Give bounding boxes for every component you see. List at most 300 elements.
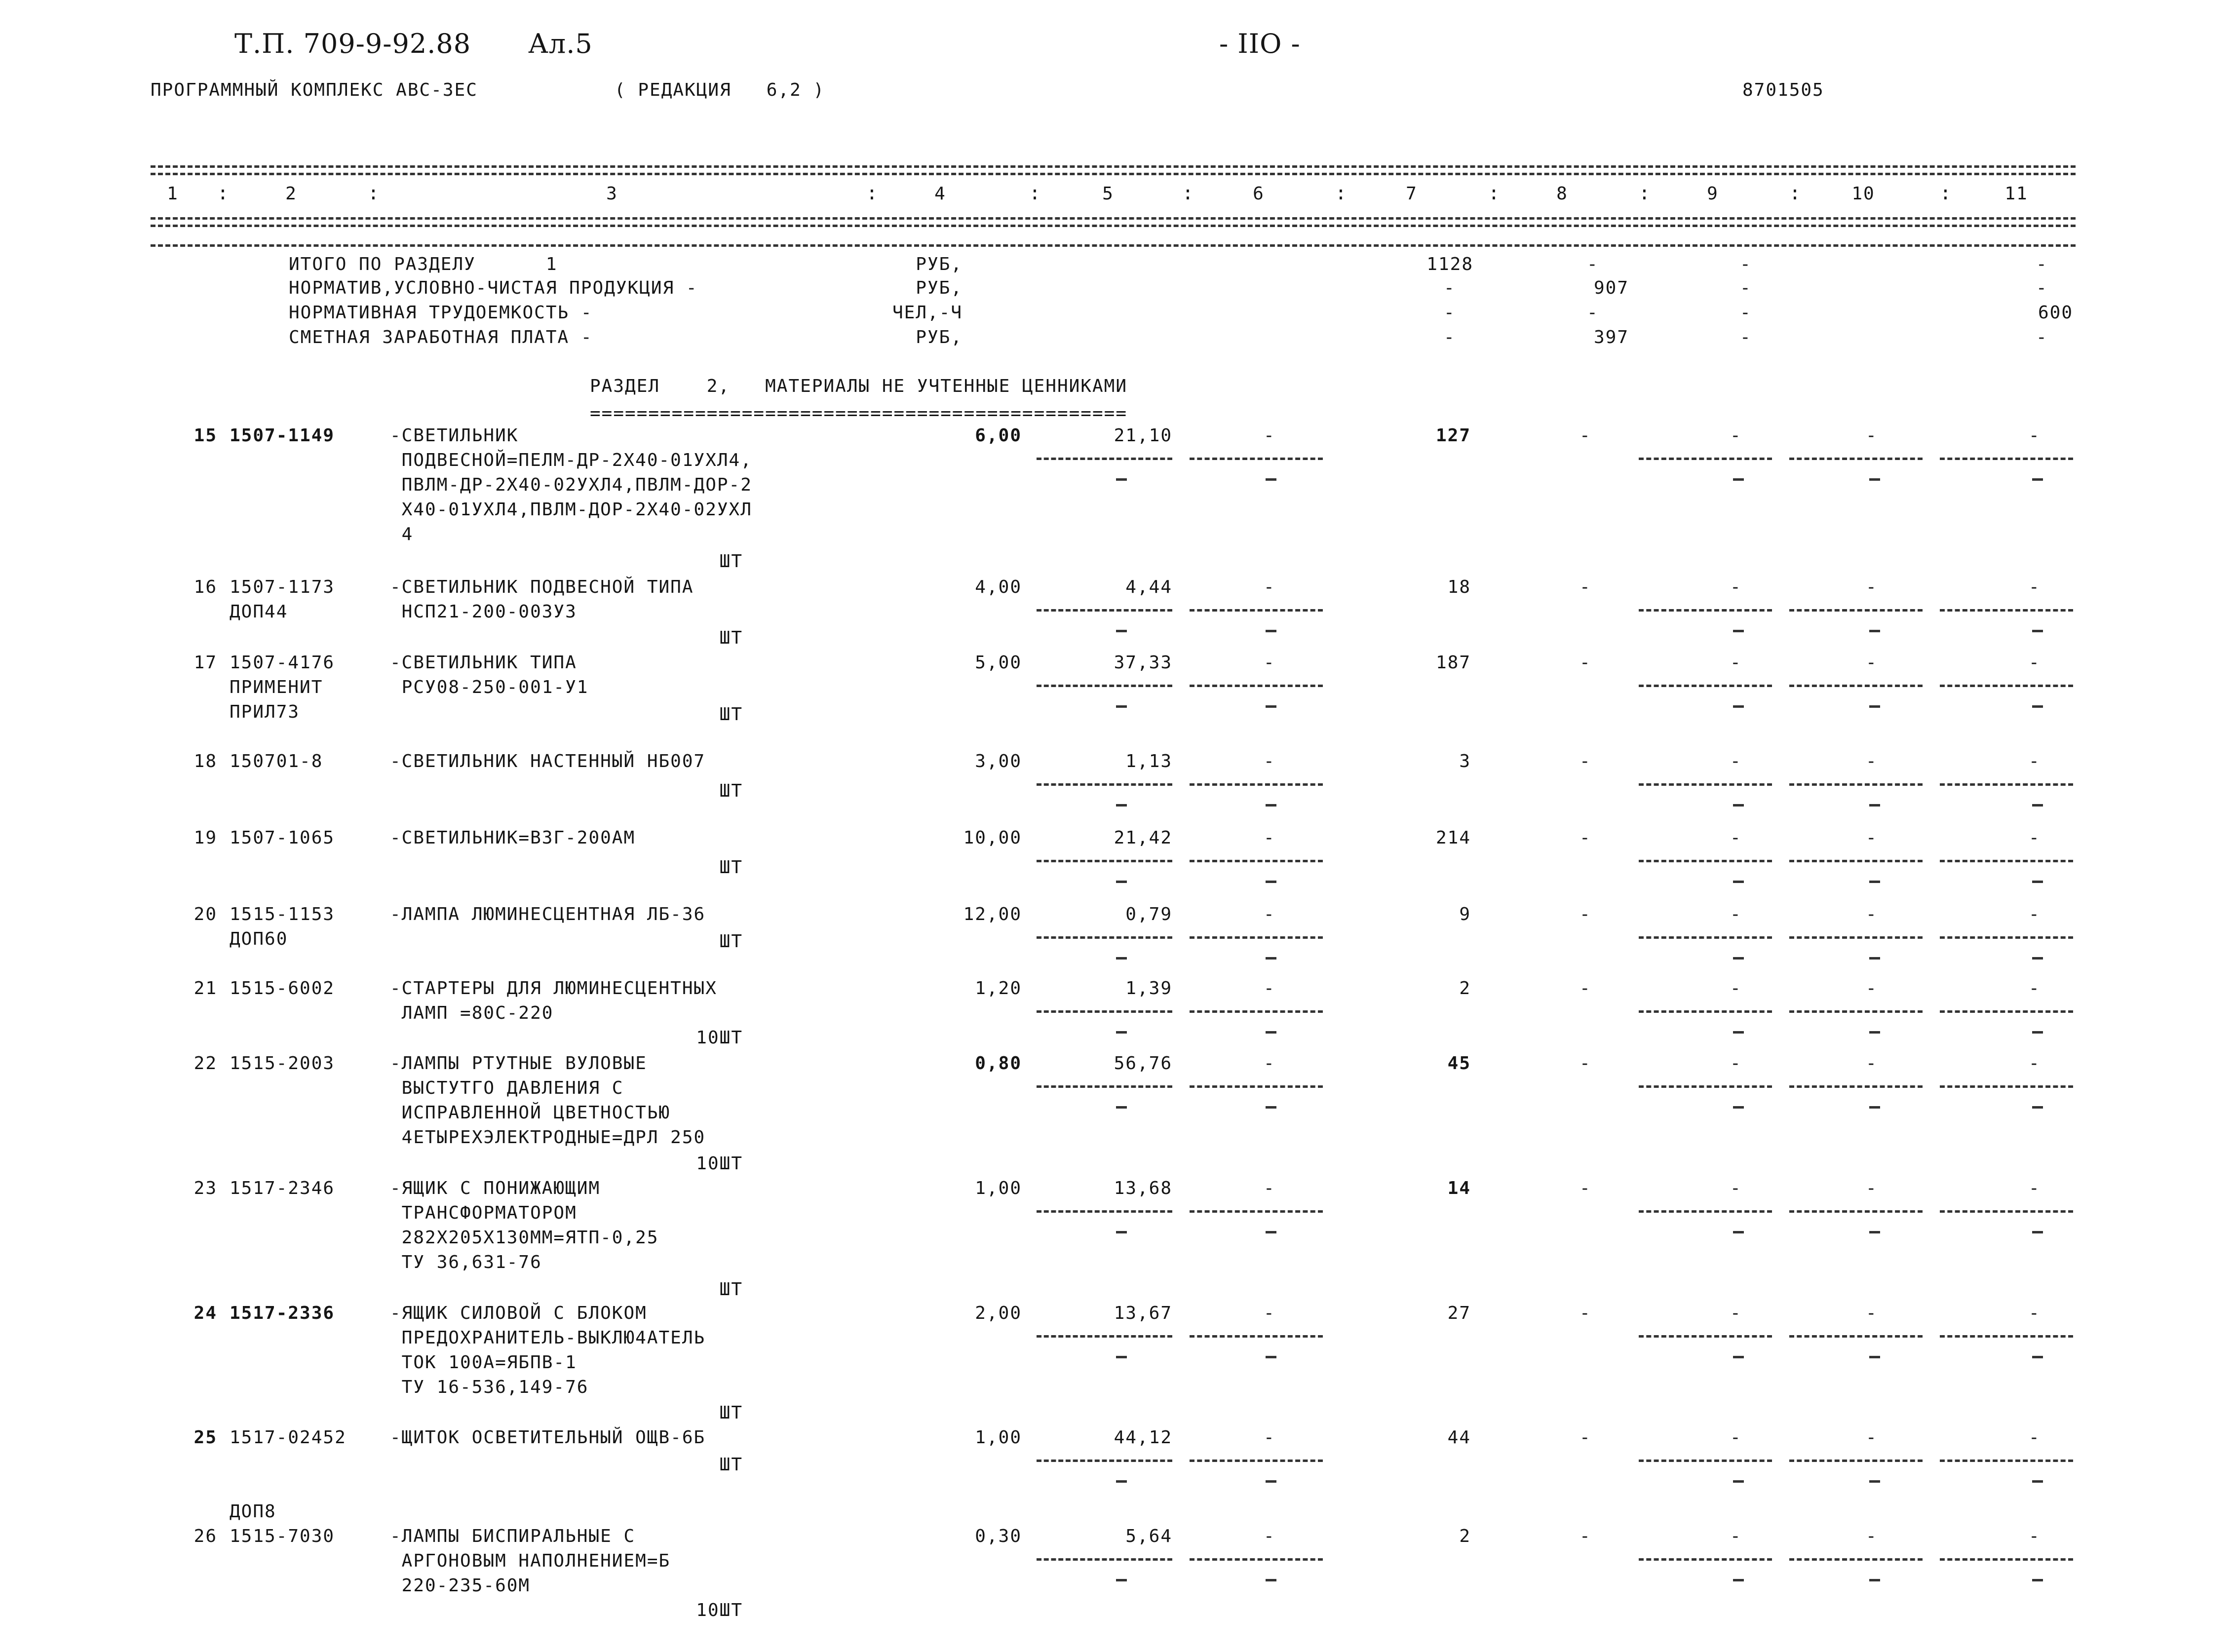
item-sub-dash-9 bbox=[1733, 1031, 1744, 1034]
item-sub-dash-9 bbox=[1733, 478, 1744, 481]
item-underline-10 bbox=[1789, 458, 1923, 460]
item-underline-11 bbox=[1940, 1335, 2073, 1338]
item-unit: ШТ bbox=[719, 628, 743, 648]
item-col11: - bbox=[2029, 1053, 2041, 1074]
item-sub-dash-11 bbox=[2032, 1579, 2043, 1581]
item-underline-11 bbox=[1940, 1010, 2073, 1013]
item-total: 2 bbox=[1459, 978, 1471, 999]
item-col8: - bbox=[1579, 425, 1591, 446]
item-description: -ЛАМПЫ РТУТНЫЕ ВУЛОВЫЕ bbox=[390, 1053, 647, 1074]
item-number: 20 bbox=[193, 904, 217, 924]
item-number: 18 bbox=[193, 751, 217, 771]
item-underline-6 bbox=[1190, 1460, 1323, 1462]
section-underline: ============================================== bbox=[590, 403, 1127, 423]
item-col8: - bbox=[1579, 904, 1591, 924]
item-description: ТОК 100А=ЯБПВ-1 bbox=[390, 1352, 577, 1373]
item-sub-dash-5 bbox=[1116, 1031, 1127, 1034]
item-underline-9 bbox=[1639, 1335, 1772, 1338]
item-unit-price: 44,12 bbox=[1114, 1427, 1172, 1448]
totals-col8: - bbox=[1587, 303, 1599, 323]
item-code: 1507-1173 bbox=[230, 577, 335, 597]
item-description: -СВЕТИЛЬНИК ТИПА bbox=[390, 653, 577, 673]
item-col10: - bbox=[1866, 1053, 1878, 1074]
item-col8: - bbox=[1579, 653, 1591, 673]
item-sub-dash-10 bbox=[1869, 705, 1880, 708]
item-col10: - bbox=[1866, 828, 1878, 848]
item-description: -СТАРТЕРЫ ДЛЯ ЛЮМИНЕСЦЕНТНЫХ bbox=[390, 978, 717, 999]
item-description: Х40-01УХЛ4,ПВЛМ-ДОР-2Х40-02УХЛ bbox=[390, 499, 752, 520]
item-underline-11 bbox=[1940, 860, 2073, 862]
item-description: ПОДВЕСНОЙ=ПЕЛМ-ДР-2Х40-01УХЛ4, bbox=[390, 450, 752, 470]
item-description: -ЛАМПА ЛЮМИНЕСЦЕНТНАЯ ЛБ-36 bbox=[390, 904, 706, 924]
item-sub-dash-5 bbox=[1116, 881, 1127, 883]
column-header-2: 2 bbox=[285, 184, 297, 204]
item-col8: - bbox=[1579, 1303, 1591, 1323]
item-underline-6 bbox=[1190, 609, 1323, 612]
item-underline-6 bbox=[1190, 1010, 1323, 1013]
item-note: ПРИЛ73 bbox=[230, 702, 300, 722]
item-description: ТУ 16-536,149-76 bbox=[390, 1377, 589, 1397]
item-description: АРГОНОВЫМ НАПОЛНЕНИЕМ=Б bbox=[390, 1551, 671, 1571]
item-total: 187 bbox=[1435, 653, 1471, 673]
item-total: 45 bbox=[1447, 1053, 1471, 1074]
totals-col9: - bbox=[1740, 327, 1752, 347]
section-title: РАЗДЕЛ 2, МАТЕРИАЛЫ НЕ УЧТЕННЫЕ ЦЕННИКАМИ bbox=[590, 376, 1127, 396]
item-description: -ЛАМПЫ БИСПИРАЛЬНЫЕ С bbox=[390, 1526, 636, 1546]
item-underline-6 bbox=[1190, 1335, 1323, 1338]
item-underline-11 bbox=[1940, 783, 2073, 786]
item-col6: - bbox=[1264, 904, 1275, 924]
item-total: 214 bbox=[1435, 828, 1471, 848]
item-sub-dash-11 bbox=[2032, 478, 2043, 481]
item-col10: - bbox=[1866, 425, 1878, 446]
item-quantity: 10,00 bbox=[963, 828, 1022, 848]
item-sub-dash-9 bbox=[1733, 804, 1744, 807]
totals-unit: РУБ, bbox=[916, 327, 963, 347]
item-unit: ШТ bbox=[719, 1455, 743, 1475]
item-unit-price: 13,67 bbox=[1114, 1303, 1172, 1323]
item-underline-5 bbox=[1037, 685, 1172, 687]
item-sub-dash-9 bbox=[1733, 1231, 1744, 1233]
item-unit: ШТ bbox=[719, 857, 743, 878]
item-sub-dash-9 bbox=[1733, 1579, 1744, 1581]
item-unit-price: 56,76 bbox=[1114, 1053, 1172, 1074]
item-description: -СВЕТИЛЬНИК НАСТЕННЫЙ НБ007 bbox=[390, 751, 706, 771]
totals-label: НОРМАТИВНАЯ ТРУДОЕМКОСТЬ - bbox=[289, 303, 593, 323]
column-header-7: 7 bbox=[1406, 184, 1418, 204]
item-sub-dash-10 bbox=[1869, 1031, 1880, 1034]
header-rule-bottom-2 bbox=[151, 225, 2076, 227]
item-sub-dash-5 bbox=[1116, 1579, 1127, 1581]
totals-col7: - bbox=[1444, 303, 1456, 323]
item-sub-dash-10 bbox=[1869, 957, 1880, 960]
totals-label: ИТОГО ПО РАЗДЕЛУ 1 bbox=[289, 254, 558, 274]
item-note: ПРИМЕНИТ bbox=[230, 677, 323, 697]
totals-col9: - bbox=[1740, 254, 1752, 274]
header-rule-top-1 bbox=[151, 165, 2076, 168]
item-description: 4ЕТЫРЕХЭЛЕКТРОДНЫЕ=ДРЛ 250 bbox=[390, 1127, 706, 1148]
item-underline-9 bbox=[1639, 609, 1772, 612]
column-separator: : bbox=[217, 182, 230, 204]
item-sub-dash-9 bbox=[1733, 1106, 1744, 1109]
item-col6: - bbox=[1264, 1303, 1275, 1323]
header-rule-bottom-1 bbox=[151, 217, 2076, 220]
item-description: ТРАНСФОРМАТОРОМ bbox=[390, 1203, 577, 1223]
item-number: 15 bbox=[193, 425, 217, 446]
item-underline-11 bbox=[1940, 1085, 2073, 1088]
item-sub-dash-5 bbox=[1116, 630, 1127, 632]
item-col10: - bbox=[1866, 653, 1878, 673]
item-description: ТУ 36,631-76 bbox=[390, 1252, 542, 1272]
item-sub-dash-11 bbox=[2032, 1106, 2043, 1109]
item-col11: - bbox=[2029, 904, 2041, 924]
item-col11: - bbox=[2029, 425, 2041, 446]
item-col8: - bbox=[1579, 1427, 1591, 1448]
item-col10: - bbox=[1866, 1526, 1878, 1546]
item-unit: 10ШТ bbox=[696, 1028, 743, 1048]
item-col10: - bbox=[1866, 904, 1878, 924]
item-sub-dash-9 bbox=[1733, 1356, 1744, 1358]
totals-col11: 600 bbox=[2038, 303, 2073, 323]
item-unit-price: 1,13 bbox=[1125, 751, 1172, 771]
item-underline-6 bbox=[1190, 458, 1323, 460]
item-number: 22 bbox=[193, 1053, 217, 1074]
item-unit: ШТ bbox=[719, 704, 743, 725]
item-col11: - bbox=[2029, 1178, 2041, 1198]
item-quantity: 2,00 bbox=[975, 1303, 1022, 1323]
item-quantity: 12,00 bbox=[963, 904, 1022, 924]
item-underline-6 bbox=[1190, 685, 1323, 687]
item-quantity: 3,00 bbox=[975, 751, 1022, 771]
item-description: -СВЕТИЛЬНИК bbox=[390, 425, 519, 446]
item-underline-5 bbox=[1037, 783, 1172, 786]
item-underline-10 bbox=[1789, 685, 1923, 687]
item-description: ПВЛМ-ДР-2Х40-02УХЛ4,ПВЛМ-ДОР-2 bbox=[390, 475, 752, 495]
item-quantity: 4,00 bbox=[975, 577, 1022, 597]
item-description: -ЩИТОК ОСВЕТИТЕЛЬНЫЙ ОЩВ-6Б bbox=[390, 1427, 706, 1448]
item-code: 1515-7030 bbox=[230, 1526, 335, 1546]
item-underline-11 bbox=[1940, 458, 2073, 460]
item-sub-dash-11 bbox=[2032, 881, 2043, 883]
item-quantity: 0,80 bbox=[975, 1053, 1022, 1074]
item-sub-dash-6 bbox=[1266, 1231, 1276, 1233]
item-code: 1517-2346 bbox=[230, 1178, 335, 1198]
item-sub-dash-6 bbox=[1266, 1356, 1276, 1358]
item-number: 16 bbox=[193, 577, 217, 597]
item-sub-dash-11 bbox=[2032, 705, 2043, 708]
totals-col9: - bbox=[1740, 303, 1752, 323]
item-total: 3 bbox=[1459, 751, 1471, 771]
item-col10: - bbox=[1866, 1427, 1878, 1448]
program-edition: ( РЕДАКЦИЯ 6,2 ) bbox=[615, 80, 825, 100]
item-total: 2 bbox=[1459, 1526, 1471, 1546]
item-col8: - bbox=[1579, 1526, 1591, 1546]
item-description: -СВЕТИЛЬНИК ПОДВЕСНОЙ ТИПА bbox=[390, 577, 694, 597]
program-name: ПРОГРАММНЫЙ КОМПЛЕКС АВС-3ЕС bbox=[151, 80, 478, 100]
item-underline-11 bbox=[1940, 1558, 2073, 1561]
item-note: ДОП8 bbox=[230, 1501, 276, 1522]
item-code: 1517-02452 bbox=[230, 1427, 347, 1448]
item-sub-dash-6 bbox=[1266, 881, 1276, 883]
item-quantity: 1,00 bbox=[975, 1178, 1022, 1198]
item-note: ДОП60 bbox=[230, 929, 288, 949]
item-col6: - bbox=[1264, 828, 1275, 848]
item-code: 1515-1153 bbox=[230, 904, 335, 924]
column-separator: : bbox=[368, 182, 380, 204]
item-sub-dash-5 bbox=[1116, 478, 1127, 481]
item-col6: - bbox=[1264, 1427, 1275, 1448]
item-sub-dash-9 bbox=[1733, 957, 1744, 960]
item-sub-dash-6 bbox=[1266, 1106, 1276, 1109]
column-header-3: 3 bbox=[606, 184, 618, 204]
item-unit: ШТ bbox=[719, 551, 743, 572]
item-col6: - bbox=[1264, 425, 1275, 446]
item-sub-dash-5 bbox=[1116, 1356, 1127, 1358]
item-col8: - bbox=[1579, 751, 1591, 771]
item-underline-11 bbox=[1940, 936, 2073, 939]
item-code: 1507-1065 bbox=[230, 828, 335, 848]
item-sub-dash-11 bbox=[2032, 630, 2043, 632]
item-col9: - bbox=[1730, 904, 1742, 924]
item-sub-dash-6 bbox=[1266, 478, 1276, 481]
item-sub-dash-10 bbox=[1869, 1579, 1880, 1581]
item-underline-5 bbox=[1037, 458, 1172, 460]
item-description: ЛАМП =80С-220 bbox=[390, 1003, 554, 1023]
item-description: -ЯЩИК С ПОНИЖАЮЩИМ bbox=[390, 1178, 601, 1198]
item-col6: - bbox=[1264, 978, 1275, 999]
item-sub-dash-11 bbox=[2032, 1031, 2043, 1034]
item-sub-dash-10 bbox=[1869, 1356, 1880, 1358]
item-total: 9 bbox=[1459, 904, 1471, 924]
item-underline-5 bbox=[1037, 1010, 1172, 1013]
item-underline-10 bbox=[1789, 860, 1923, 862]
sheet-number: Ал.5 bbox=[528, 28, 593, 59]
totals-unit: ЧЕЛ,-Ч bbox=[892, 303, 963, 323]
item-unit: ШТ bbox=[719, 1279, 743, 1300]
item-number: 19 bbox=[193, 828, 217, 848]
item-note: ДОП44 bbox=[230, 602, 288, 622]
item-underline-10 bbox=[1789, 1335, 1923, 1338]
column-separator: : bbox=[1335, 182, 1348, 204]
item-sub-dash-9 bbox=[1733, 881, 1744, 883]
item-underline-9 bbox=[1639, 458, 1772, 460]
column-separator: : bbox=[866, 182, 879, 204]
item-col8: - bbox=[1579, 828, 1591, 848]
item-underline-9 bbox=[1639, 1460, 1772, 1462]
item-unit: ШТ bbox=[719, 1403, 743, 1423]
item-col6: - bbox=[1264, 653, 1275, 673]
item-sub-dash-11 bbox=[2032, 1356, 2043, 1358]
totals-col8: 907 bbox=[1593, 278, 1629, 298]
item-underline-9 bbox=[1639, 1010, 1772, 1013]
item-number: 17 bbox=[193, 653, 217, 673]
item-sub-dash-10 bbox=[1869, 1480, 1880, 1483]
item-underline-11 bbox=[1940, 1460, 2073, 1462]
item-col10: - bbox=[1866, 577, 1878, 597]
column-separator: : bbox=[1789, 182, 1802, 204]
item-unit-price: 1,39 bbox=[1125, 978, 1172, 999]
header-rule-top-2 bbox=[151, 173, 2076, 175]
item-unit: 10ШТ bbox=[696, 1153, 743, 1174]
item-col8: - bbox=[1579, 577, 1591, 597]
item-total: 127 bbox=[1435, 425, 1471, 446]
column-header-10: 10 bbox=[1851, 184, 1875, 204]
item-sub-dash-10 bbox=[1869, 1106, 1880, 1109]
item-underline-9 bbox=[1639, 860, 1772, 862]
totals-col8: - bbox=[1587, 254, 1599, 274]
item-underline-6 bbox=[1190, 1085, 1323, 1088]
item-col9: - bbox=[1730, 828, 1742, 848]
item-total: 14 bbox=[1447, 1178, 1471, 1198]
column-separator: : bbox=[1488, 182, 1501, 204]
item-col8: - bbox=[1579, 1178, 1591, 1198]
item-underline-5 bbox=[1037, 860, 1172, 862]
item-unit-price: 4,44 bbox=[1125, 577, 1172, 597]
item-underline-6 bbox=[1190, 783, 1323, 786]
item-sub-dash-6 bbox=[1266, 1480, 1276, 1483]
item-description: ВЫСТУТГО ДАВЛЕНИЯ С bbox=[390, 1078, 624, 1098]
column-separator: : bbox=[1182, 182, 1194, 204]
item-col9: - bbox=[1730, 1526, 1742, 1546]
item-col9: - bbox=[1730, 1053, 1742, 1074]
item-col9: - bbox=[1730, 978, 1742, 999]
item-underline-5 bbox=[1037, 609, 1172, 612]
item-sub-dash-6 bbox=[1266, 1031, 1276, 1034]
item-underline-9 bbox=[1639, 936, 1772, 939]
totals-col8: 397 bbox=[1593, 327, 1629, 347]
column-separator: : bbox=[1940, 182, 1952, 204]
item-col9: - bbox=[1730, 1178, 1742, 1198]
item-description: 282Х205Х130ММ=ЯТП-0,25 bbox=[390, 1228, 659, 1248]
item-col11: - bbox=[2029, 751, 2041, 771]
item-description: НСП21-200-003У3 bbox=[390, 602, 577, 622]
item-sub-dash-9 bbox=[1733, 705, 1744, 708]
item-unit-price: 37,33 bbox=[1114, 653, 1172, 673]
item-col6: - bbox=[1264, 1053, 1275, 1074]
item-underline-5 bbox=[1037, 1558, 1172, 1561]
item-sub-dash-6 bbox=[1266, 1579, 1276, 1581]
totals-col11: - bbox=[2036, 254, 2048, 274]
item-col8: - bbox=[1579, 978, 1591, 999]
item-underline-5 bbox=[1037, 1335, 1172, 1338]
item-sub-dash-11 bbox=[2032, 804, 2043, 807]
totals-col7: - bbox=[1444, 327, 1456, 347]
column-header-4: 4 bbox=[934, 184, 946, 204]
item-description: -ЯЩИК СИЛОВОЙ С БЛОКОМ bbox=[390, 1303, 647, 1323]
item-sub-dash-6 bbox=[1266, 705, 1276, 708]
item-col11: - bbox=[2029, 577, 2041, 597]
item-unit: ШТ bbox=[719, 781, 743, 801]
item-code: 1507-1149 bbox=[230, 425, 335, 446]
item-unit-price: 21,10 bbox=[1114, 425, 1172, 446]
item-sub-dash-10 bbox=[1869, 881, 1880, 883]
column-header-8: 8 bbox=[1556, 184, 1568, 204]
item-col10: - bbox=[1866, 1178, 1878, 1198]
item-underline-9 bbox=[1639, 783, 1772, 786]
item-description: 4 bbox=[390, 524, 414, 544]
item-underline-5 bbox=[1037, 1210, 1172, 1213]
item-sub-dash-9 bbox=[1733, 630, 1744, 632]
item-col9: - bbox=[1730, 577, 1742, 597]
item-sub-dash-6 bbox=[1266, 630, 1276, 632]
page-number: - IIO - bbox=[1219, 28, 1301, 59]
item-underline-9 bbox=[1639, 685, 1772, 687]
item-col10: - bbox=[1866, 978, 1878, 999]
doc-code: Т.П. 709-9-92.88 bbox=[234, 28, 471, 59]
item-underline-10 bbox=[1789, 609, 1923, 612]
item-description: ПРЕДОХРАНИТЕЛЬ-ВЫКЛЮ4АТЕЛЬ bbox=[390, 1328, 706, 1348]
totals-unit: РУБ, bbox=[916, 254, 963, 274]
item-total: 27 bbox=[1447, 1303, 1471, 1323]
item-underline-9 bbox=[1639, 1210, 1772, 1213]
item-underline-6 bbox=[1190, 1210, 1323, 1213]
item-number: 26 bbox=[193, 1526, 217, 1546]
item-sub-dash-5 bbox=[1116, 1231, 1127, 1233]
item-quantity: 5,00 bbox=[975, 653, 1022, 673]
item-underline-11 bbox=[1940, 609, 2073, 612]
document-number: 8701505 bbox=[1742, 80, 1824, 100]
item-underline-5 bbox=[1037, 1085, 1172, 1088]
totals-col11: - bbox=[2036, 327, 2048, 347]
item-col11: - bbox=[2029, 1303, 2041, 1323]
item-col11: - bbox=[2029, 828, 2041, 848]
item-number: 23 bbox=[193, 1178, 217, 1198]
item-code: 1515-2003 bbox=[230, 1053, 335, 1074]
item-sub-dash-5 bbox=[1116, 705, 1127, 708]
item-unit-price: 0,79 bbox=[1125, 904, 1172, 924]
column-header-9: 9 bbox=[1707, 184, 1719, 204]
item-underline-10 bbox=[1789, 783, 1923, 786]
item-code: 1507-4176 bbox=[230, 653, 335, 673]
column-separator: : bbox=[1029, 182, 1041, 204]
column-header-11: 11 bbox=[2004, 184, 2028, 204]
item-sub-dash-10 bbox=[1869, 630, 1880, 632]
item-sub-dash-11 bbox=[2032, 957, 2043, 960]
item-underline-10 bbox=[1789, 1085, 1923, 1088]
item-underline-6 bbox=[1190, 1558, 1323, 1561]
item-underline-9 bbox=[1639, 1085, 1772, 1088]
item-unit: ШТ bbox=[719, 931, 743, 952]
item-col6: - bbox=[1264, 751, 1275, 771]
totals-col11: - bbox=[2036, 278, 2048, 298]
item-underline-10 bbox=[1789, 936, 1923, 939]
item-underline-5 bbox=[1037, 1460, 1172, 1462]
item-sub-dash-5 bbox=[1116, 957, 1127, 960]
item-underline-10 bbox=[1789, 1460, 1923, 1462]
item-code: 1517-2336 bbox=[230, 1303, 335, 1323]
item-underline-6 bbox=[1190, 936, 1323, 939]
totals-label: СМЕТНАЯ ЗАРАБОТНАЯ ПЛАТА - bbox=[289, 327, 593, 347]
item-col9: - bbox=[1730, 1427, 1742, 1448]
item-underline-9 bbox=[1639, 1558, 1772, 1561]
item-sub-dash-9 bbox=[1733, 1480, 1744, 1483]
item-col10: - bbox=[1866, 1303, 1878, 1323]
item-col11: - bbox=[2029, 978, 2041, 999]
item-description: -СВЕТИЛЬНИК=ВЗГ-200АМ bbox=[390, 828, 636, 848]
column-header-5: 5 bbox=[1102, 184, 1114, 204]
totals-rule bbox=[151, 244, 2076, 247]
item-unit-price: 21,42 bbox=[1114, 828, 1172, 848]
item-sub-dash-10 bbox=[1869, 804, 1880, 807]
item-unit-price: 5,64 bbox=[1125, 1526, 1172, 1546]
totals-label: НОРМАТИВ,УСЛОВНО-ЧИСТАЯ ПРОДУКЦИЯ - bbox=[289, 278, 698, 298]
item-underline-6 bbox=[1190, 860, 1323, 862]
item-sub-dash-11 bbox=[2032, 1231, 2043, 1233]
item-col11: - bbox=[2029, 1427, 2041, 1448]
item-code: 150701-8 bbox=[230, 751, 323, 771]
item-col6: - bbox=[1264, 1178, 1275, 1198]
item-underline-5 bbox=[1037, 936, 1172, 939]
